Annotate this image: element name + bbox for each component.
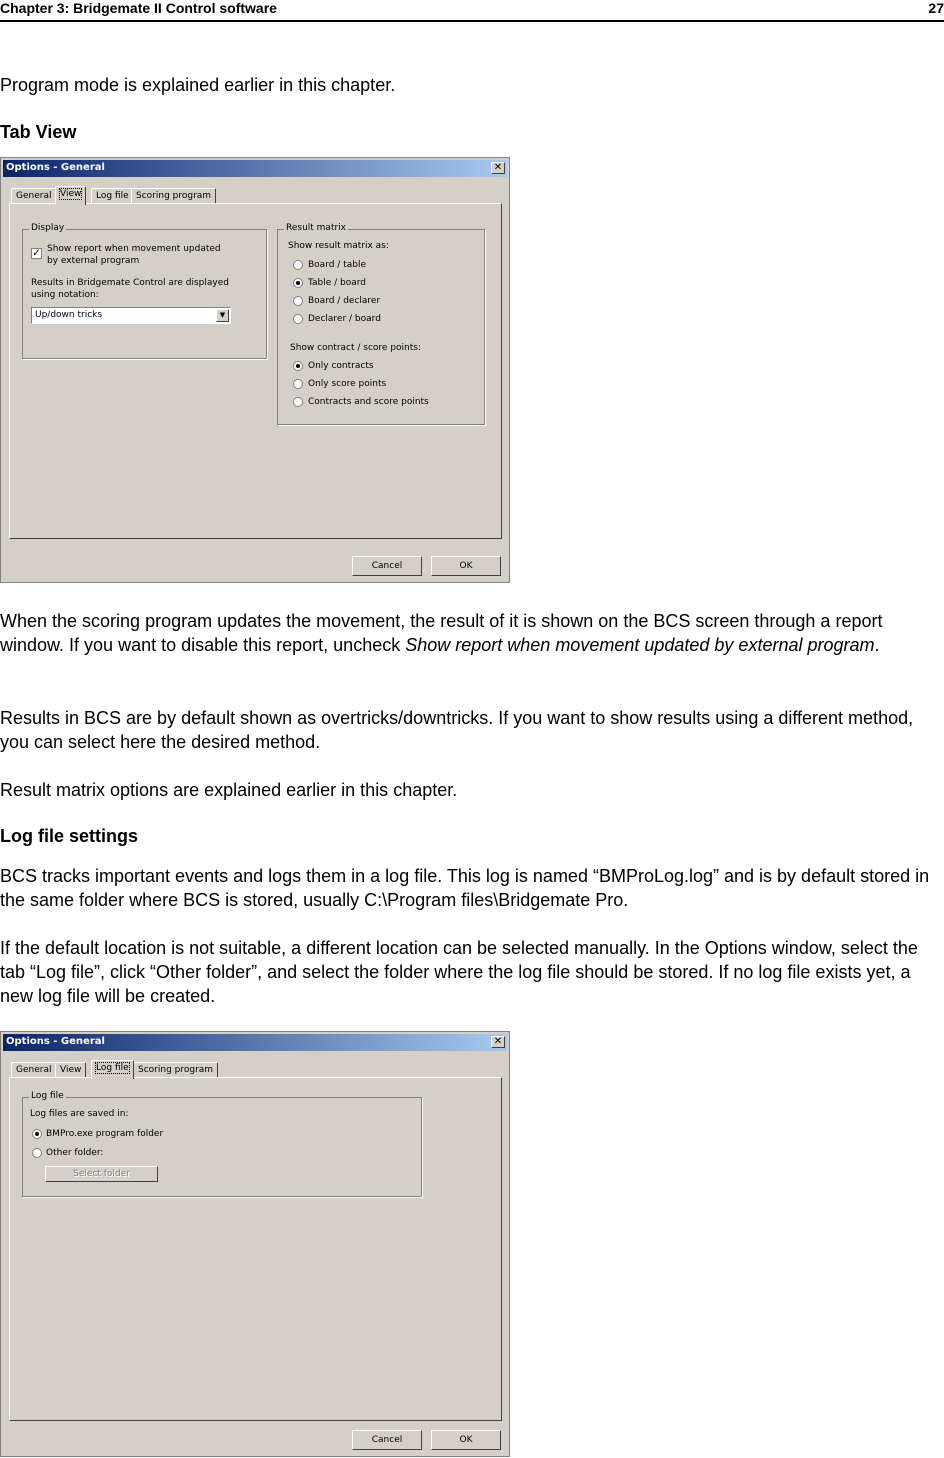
tab-general[interactable]: General	[11, 188, 56, 204]
dialog-title: Options - General	[6, 162, 105, 173]
radio-board-table-label: Board / table	[308, 260, 366, 270]
dialog-titlebar	[3, 160, 507, 177]
radio-declarer-board[interactable]	[293, 314, 303, 324]
chapter-title: Chapter 3: Bridgemate II Control software	[0, 0, 277, 16]
display-group-title: Display	[31, 223, 65, 233]
close-icon[interactable]: ✕	[491, 1036, 505, 1048]
intro-paragraph: Program mode is explained earlier in this chapter.	[0, 75, 396, 95]
page-number: 27	[928, 0, 944, 16]
radio-other-folder-label: Other folder:	[46, 1148, 104, 1158]
tab-panel	[9, 203, 502, 539]
radio-program-folder-label: BMPro.exe program folder	[46, 1129, 164, 1139]
radio-declarer-board-label: Declarer / board	[308, 314, 381, 324]
display-group	[22, 223, 267, 359]
radio-only-contracts-label: Only contracts	[308, 361, 374, 371]
tab-panel	[9, 1077, 502, 1421]
cancel-button[interactable]: Cancel	[352, 556, 422, 576]
select-folder-button[interactable]: Select folder	[45, 1166, 158, 1182]
log-file-group	[22, 1091, 422, 1197]
notation-value: Up/down tricks	[35, 310, 103, 320]
paragraph-log-location: If the default location is not suitable, a different location can be selected manually. In the Options window, select the tab “Log file”, click “Other folder”, and select the folder where the log file should be stored. If no log file exists yet, a new log file will be created.	[0, 938, 918, 1006]
radio-other-folder[interactable]	[32, 1148, 42, 1158]
chevron-down-icon[interactable]: ▼	[216, 309, 229, 322]
radio-board-declarer[interactable]	[293, 296, 303, 306]
tab-scoring-program[interactable]: Scoring program	[131, 188, 216, 204]
result-matrix-group-title: Result matrix	[286, 223, 347, 233]
tab-view[interactable]: View	[55, 186, 86, 205]
show-contract-label: Show contract / score points:	[290, 343, 421, 353]
radio-contracts-and-score-label: Contracts and score points	[308, 397, 429, 407]
radio-only-contracts[interactable]	[293, 361, 303, 371]
result-matrix-group	[277, 223, 485, 425]
emphasis-option-name: Show report when movement updated by external program	[405, 635, 875, 655]
radio-table-board-label: Table / board	[308, 278, 367, 288]
radio-only-score-points[interactable]	[293, 379, 303, 389]
show-report-checkbox[interactable]: ✓	[32, 248, 41, 259]
cancel-button[interactable]: Cancel	[352, 1430, 422, 1450]
paragraph-log-default: BCS tracks important events and logs them in a log file. This log is named “BMProLog.log” and is by default stored in the same folder where BCS is stored, usually C:\Program files\Bridgemate Pro.	[0, 866, 930, 910]
paragraph-results: Results in BCS are by default shown as overtricks/downtricks. If you want to show results using a different method, you can select here the desired method.	[0, 708, 914, 752]
radio-only-score-points-label: Only score points	[308, 379, 387, 389]
close-icon[interactable]: ✕	[491, 162, 505, 174]
radio-board-table[interactable]	[293, 260, 303, 270]
tab-scoring-program[interactable]: Scoring program	[133, 1062, 218, 1078]
page-header	[0, 0, 944, 22]
section-heading-log-file: Log file settings	[0, 826, 139, 846]
notation-label: Results in Bridgemate Control are displayed using notation:	[31, 278, 229, 300]
dialog-title: Options - General	[6, 1036, 105, 1047]
paragraph-result-matrix: Result matrix options are explained earlier in this chapter.	[0, 780, 458, 800]
radio-program-folder[interactable]	[32, 1129, 42, 1139]
radio-contracts-and-score[interactable]	[293, 397, 303, 407]
paragraph-report: When the scoring program updates the movement, the result of it is shown on the BCS screen through a report window. If you want to disable this report, uncheck Show report when movement updated by external program.	[0, 611, 883, 655]
notation-select[interactable]	[31, 307, 231, 324]
section-heading-tab-view: Tab View	[0, 122, 77, 142]
log-file-group-title: Log file	[31, 1091, 64, 1101]
dialog-titlebar	[3, 1034, 507, 1051]
saved-in-label: Log files are saved in:	[30, 1109, 129, 1119]
tab-log-file[interactable]: Log file	[91, 188, 134, 204]
ok-button[interactable]: OK	[431, 556, 501, 576]
tab-general[interactable]: General	[11, 1062, 56, 1078]
radio-board-declarer-label: Board / declarer	[308, 296, 381, 306]
options-dialog-view	[0, 157, 510, 583]
show-report-label: Show report when movement updated by external program	[47, 244, 221, 266]
radio-table-board[interactable]	[293, 278, 303, 288]
ok-button[interactable]: OK	[431, 1430, 501, 1450]
show-matrix-as-label: Show result matrix as:	[288, 241, 389, 251]
options-dialog-log-file	[0, 1031, 510, 1457]
tab-view[interactable]: View	[55, 1062, 86, 1078]
tab-log-file[interactable]: Log file	[91, 1060, 134, 1079]
